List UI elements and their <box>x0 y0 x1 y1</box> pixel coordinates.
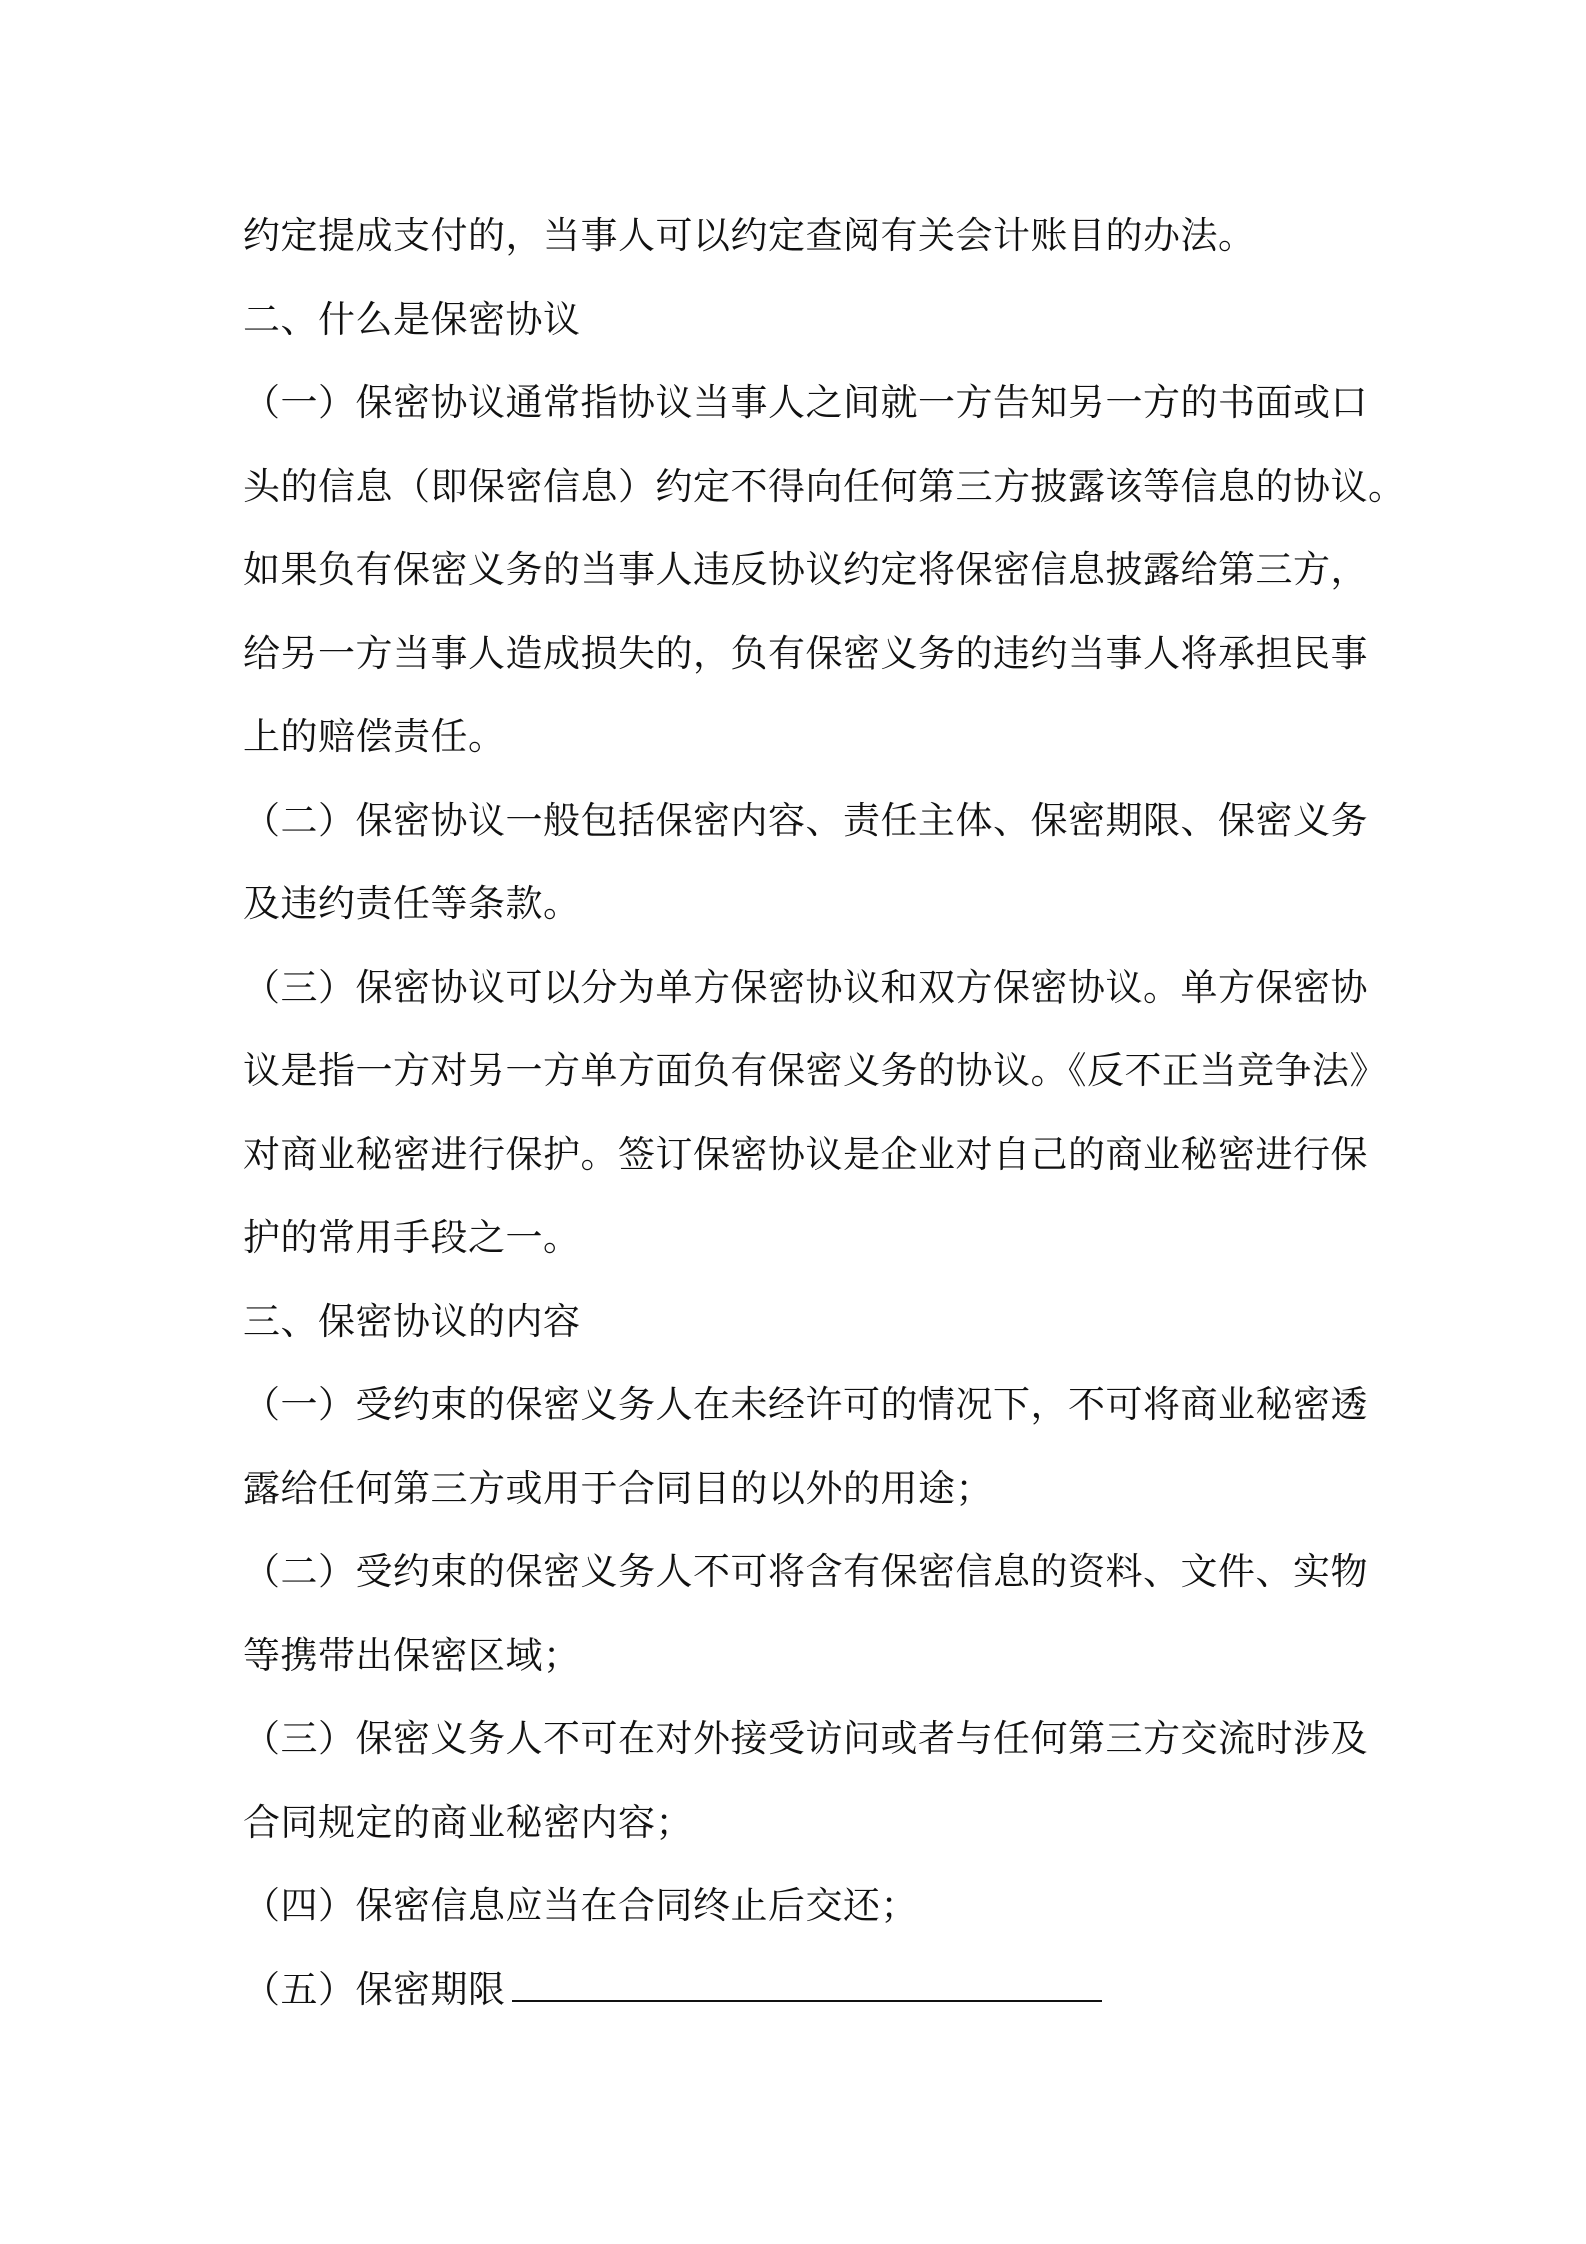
paragraph-line: 给另一方当事人造成损失的，负有保密义务的违约当事人将承担民事 <box>243 631 1368 675</box>
document-body <box>243 194 1406 2031</box>
paragraph-line: 上的赔偿责任。 <box>243 715 506 758</box>
paragraph-line: 及违约责任等条款。 <box>243 882 581 925</box>
paragraph-line: 头的信息（即保密信息）约定不得向任何第三方披露该等信息的协议。 <box>243 464 1406 508</box>
paragraph-line: （三）保密义务人不可在对外接受访问或者与任何第三方交流时涉及 <box>243 1717 1368 1760</box>
section-heading: 三、保密协议的内容 <box>243 1299 581 1343</box>
paragraph-line: （一）受约束的保密义务人在未经许可的情况下，不可将商业秘密透 <box>243 1383 1368 1426</box>
section-heading: 二、什么是保密协议 <box>243 297 581 341</box>
paragraph-line: 护的常用手段之一。 <box>243 1216 581 1259</box>
paragraph-line: 露给任何第三方或用于合同目的以外的用途； <box>243 1466 993 1510</box>
paragraph-line: （四）保密信息应当在合同终止后交还； <box>243 1884 918 1927</box>
confidentiality-period-line <box>243 1948 1373 2032</box>
paragraph-line: 议是指一方对另一方单方面负有保密义务的协议。《反不正当竞争法》 <box>243 1049 1387 1092</box>
paragraph-line: 如果负有保密义务的当事人违反协议约定将保密信息披露给第三方， <box>243 548 1368 591</box>
confidentiality-period-label: （五）保密期限 <box>243 1967 506 2011</box>
paragraph-line: 对商业秘密进行保护。签订保密协议是企业对自己的商业秘密进行保 <box>243 1132 1368 1176</box>
paragraph-line: （二）保密协议一般包括保密内容、责任主体、保密期限、保密义务 <box>243 798 1368 842</box>
paragraph-line: （一）保密协议通常指协议当事人之间就一方告知另一方的书面或口 <box>243 381 1368 424</box>
paragraph-line: 等携带出保密区域； <box>243 1633 581 1677</box>
paragraph-line: 合同规定的商业秘密内容； <box>243 1800 693 1844</box>
paragraph-line: 约定提成支付的，当事人可以约定查阅有关会计账目的办法。 <box>243 214 1256 257</box>
confidentiality-period-blank <box>512 1970 1102 2002</box>
paragraph-line: （二）受约束的保密义务人不可将含有保密信息的资料、文件、实物 <box>243 1550 1368 1593</box>
paragraph-line: （三）保密协议可以分为单方保密协议和双方保密协议。单方保密协 <box>243 965 1368 1009</box>
